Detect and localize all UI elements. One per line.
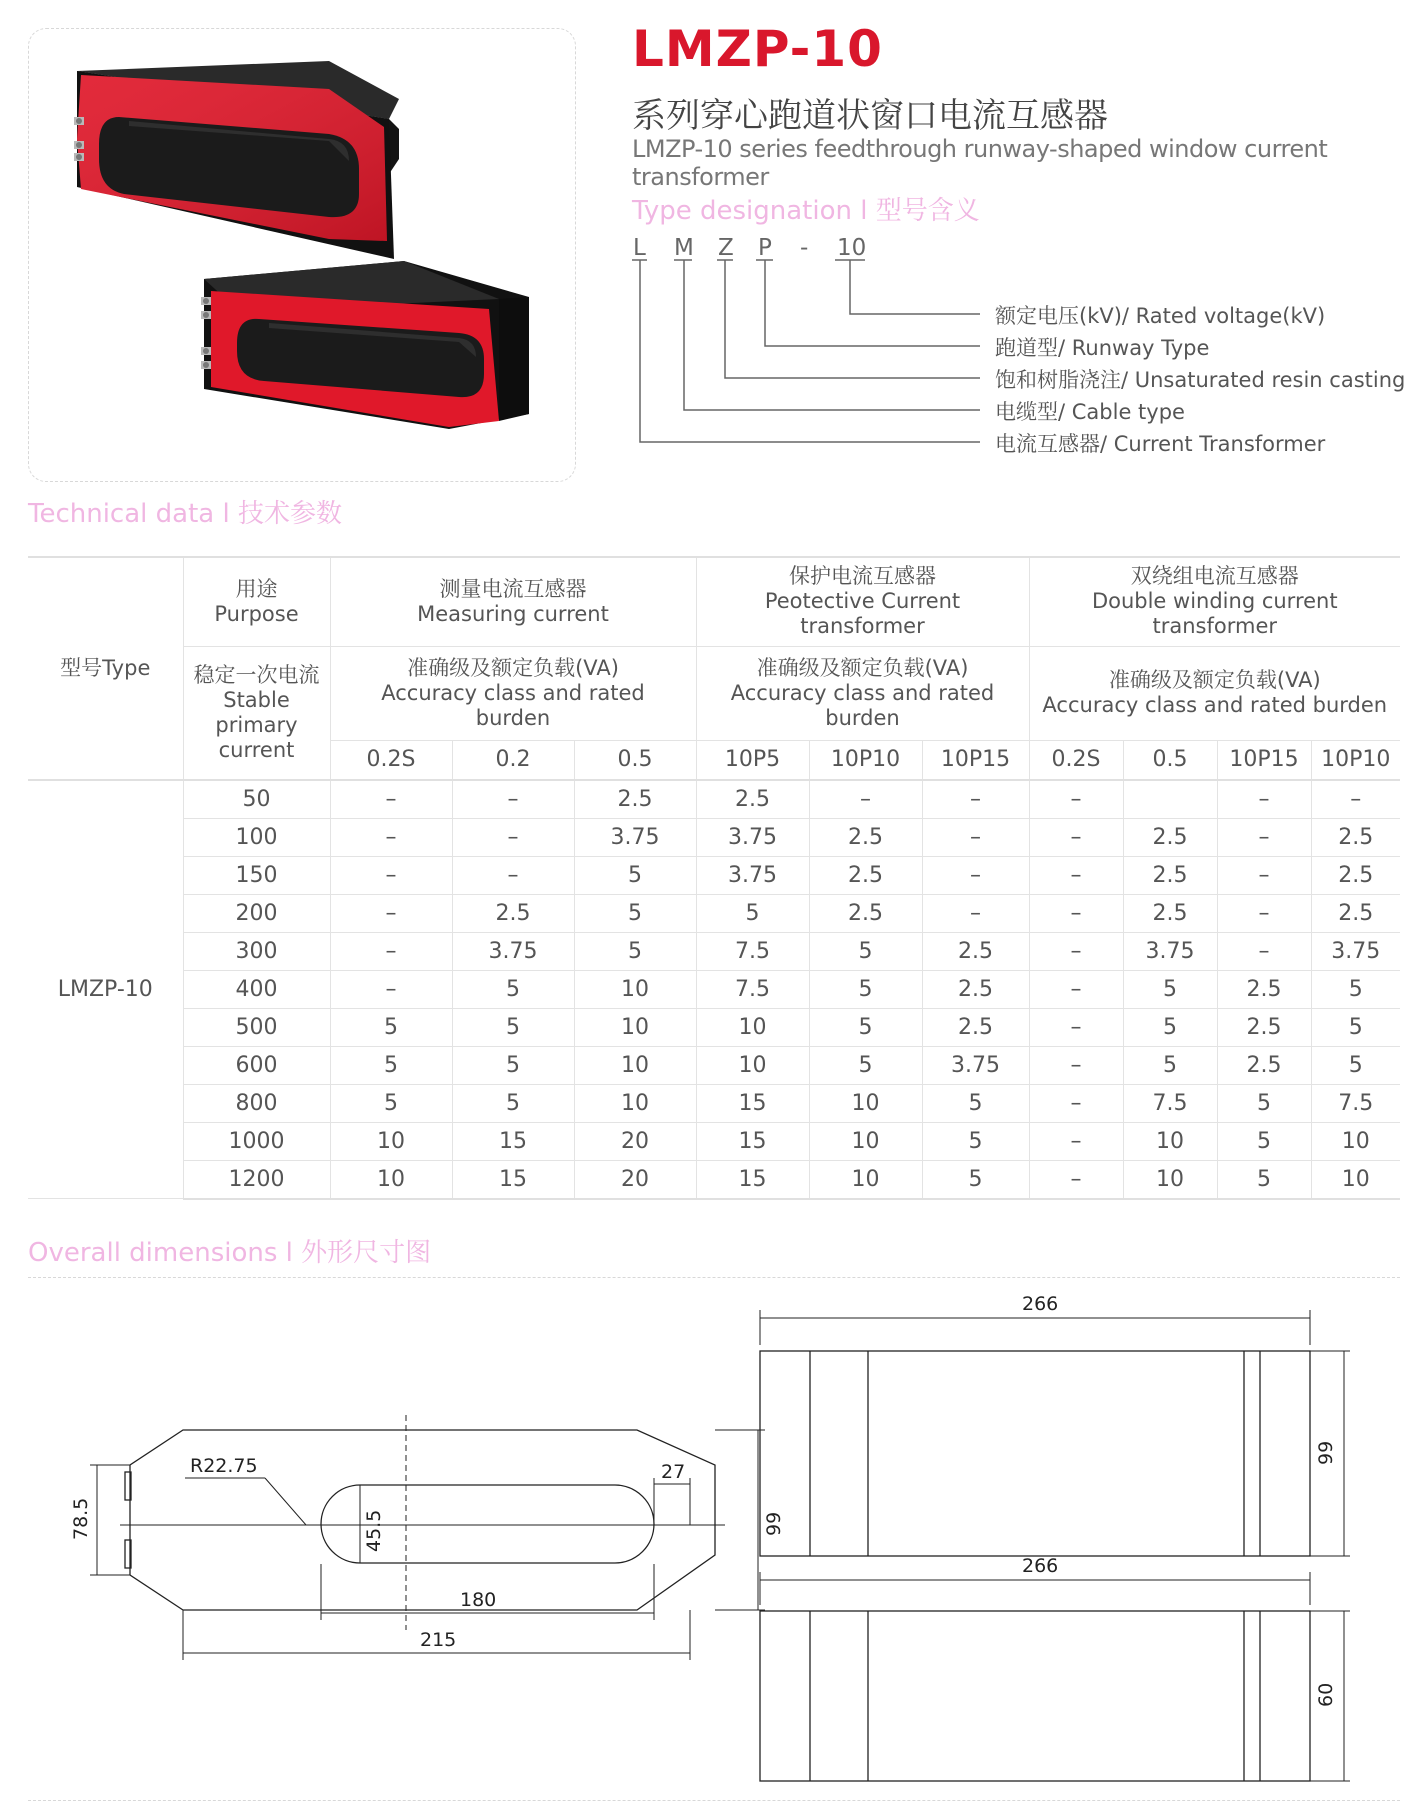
burden-value-cell: 5 bbox=[922, 1122, 1029, 1160]
product-subtitle-cn: 系列穿心跑道状窗口电流互感器 bbox=[632, 96, 1108, 136]
burden-value-cell: – bbox=[452, 818, 574, 856]
burden-value-cell: – bbox=[330, 818, 452, 856]
burden-value-cell: 2.5 bbox=[574, 780, 696, 819]
dim-266-bottom: 266 bbox=[1022, 1555, 1059, 1577]
burden-value-cell: 5 bbox=[1123, 970, 1217, 1008]
burden-value-cell: 2.5 bbox=[452, 894, 574, 932]
burden-value-cell: 2.5 bbox=[696, 780, 809, 819]
group-measuring-en: Measuring current bbox=[417, 601, 609, 626]
table-row bbox=[28, 1122, 1400, 1160]
grade-cell: 0.5 bbox=[574, 740, 696, 780]
accuracy-measuring-cn: 准确级及额定负载(VA) bbox=[407, 655, 619, 680]
burden-value-cell: 5 bbox=[330, 1084, 452, 1122]
table-row bbox=[28, 932, 1400, 970]
burden-value-cell: 5 bbox=[922, 1160, 1029, 1199]
grade-cell: 0.5 bbox=[1123, 740, 1217, 780]
grade-cell: 10P5 bbox=[696, 740, 809, 780]
burden-value-cell: 2.5 bbox=[1311, 818, 1400, 856]
burden-value-cell: 5 bbox=[452, 1084, 574, 1122]
burden-value-cell: 5 bbox=[452, 1008, 574, 1046]
burden-value-cell: 2.5 bbox=[1217, 1046, 1311, 1084]
current-value-cell: 400 bbox=[183, 970, 330, 1008]
table-row bbox=[28, 1008, 1400, 1046]
burden-value-cell: – bbox=[1029, 780, 1123, 819]
table-row bbox=[28, 1160, 1400, 1199]
code-letter-l: L bbox=[633, 235, 646, 261]
designation-runway-type: 跑道型/ Runway Type bbox=[995, 336, 1210, 360]
burden-value-cell: – bbox=[1029, 1046, 1123, 1084]
burden-value-cell: 5 bbox=[1123, 1046, 1217, 1084]
burden-value-cell bbox=[1123, 780, 1217, 819]
grade-cell: 10P15 bbox=[922, 740, 1029, 780]
burden-value-cell: 5 bbox=[1217, 1122, 1311, 1160]
burden-value-cell: 5 bbox=[574, 894, 696, 932]
burden-value-cell: 5 bbox=[809, 932, 922, 970]
burden-value-cell: 10 bbox=[574, 970, 696, 1008]
code-letter-m: M bbox=[674, 235, 694, 261]
burden-value-cell: 5 bbox=[330, 1008, 452, 1046]
grade-cell: 0.2S bbox=[1029, 740, 1123, 780]
current-value-cell: 1000 bbox=[183, 1122, 330, 1160]
group-measuring-cn: 测量电流互感器 bbox=[439, 576, 587, 601]
burden-value-cell: – bbox=[1029, 1122, 1123, 1160]
burden-value-cell: 10 bbox=[1123, 1122, 1217, 1160]
burden-value-cell: 5 bbox=[574, 932, 696, 970]
burden-value-cell: 5 bbox=[1311, 1046, 1400, 1084]
model-cell: LMZP-10 bbox=[28, 780, 183, 1199]
accuracy-protective-en-2: burden bbox=[825, 705, 900, 730]
burden-value-cell: 10 bbox=[574, 1008, 696, 1046]
burden-value-cell: 20 bbox=[574, 1122, 696, 1160]
burden-value-cell: 3.75 bbox=[574, 818, 696, 856]
stable-current-en-3: current bbox=[218, 737, 295, 762]
dim-180: 180 bbox=[460, 1589, 497, 1611]
current-value-cell: 200 bbox=[183, 894, 330, 932]
product-photo-panel bbox=[28, 28, 576, 482]
table-body bbox=[28, 780, 1400, 1199]
stable-current-en-2: primary bbox=[215, 712, 298, 737]
burden-value-cell: 2.5 bbox=[1311, 856, 1400, 894]
technical-data-table bbox=[28, 556, 1400, 1200]
grade-cell: 10P15 bbox=[1217, 740, 1311, 780]
burden-value-cell: 2.5 bbox=[1311, 894, 1400, 932]
burden-value-cell: 10 bbox=[574, 1046, 696, 1084]
type-designation-heading: Type designation l 型号含义 bbox=[632, 196, 980, 226]
burden-value-cell: 10 bbox=[809, 1122, 922, 1160]
burden-value-cell: – bbox=[1217, 932, 1311, 970]
burden-value-cell: 5 bbox=[1123, 1008, 1217, 1046]
burden-value-cell: 2.5 bbox=[1123, 894, 1217, 932]
burden-value-cell: – bbox=[1029, 1084, 1123, 1122]
group-measuring-header bbox=[330, 557, 696, 646]
burden-value-cell: 3.75 bbox=[452, 932, 574, 970]
accuracy-double-winding-en: Accuracy class and rated burden bbox=[1042, 693, 1388, 717]
burden-value-cell: 10 bbox=[809, 1160, 922, 1199]
product-title: LMZP-10 bbox=[632, 20, 883, 78]
table-row bbox=[28, 780, 1400, 819]
burden-value-cell: 7.5 bbox=[696, 970, 809, 1008]
burden-value-cell: 5 bbox=[452, 1046, 574, 1084]
burden-value-cell: 15 bbox=[696, 1160, 809, 1199]
burden-value-cell: 10 bbox=[1311, 1160, 1400, 1199]
burden-value-cell: – bbox=[1217, 780, 1311, 819]
dim-radius: R22.75 bbox=[190, 1455, 258, 1477]
group-protective-header bbox=[696, 557, 1029, 646]
burden-value-cell: – bbox=[1311, 780, 1400, 819]
burden-value-cell: – bbox=[922, 780, 1029, 819]
burden-value-cell: 5 bbox=[574, 856, 696, 894]
burden-value-cell: 7.5 bbox=[1123, 1084, 1217, 1122]
burden-value-cell: 5 bbox=[452, 970, 574, 1008]
grade-cell: 10P10 bbox=[809, 740, 922, 780]
accuracy-protective-en-1: Accuracy class and rated bbox=[730, 680, 995, 705]
burden-value-cell: 5 bbox=[809, 1046, 922, 1084]
burden-value-cell: – bbox=[1217, 894, 1311, 932]
burden-value-cell: 10 bbox=[696, 1008, 809, 1046]
burden-value-cell: – bbox=[1029, 1008, 1123, 1046]
burden-value-cell: 2.5 bbox=[809, 818, 922, 856]
current-value-cell: 800 bbox=[183, 1084, 330, 1122]
burden-value-cell: 10 bbox=[696, 1046, 809, 1084]
burden-value-cell: 15 bbox=[452, 1122, 574, 1160]
burden-value-cell: – bbox=[922, 818, 1029, 856]
accuracy-protective-cn: 准确级及额定负载(VA) bbox=[756, 655, 969, 680]
designation-resin-casting: 饱和树脂浇注/ Unsaturated resin casting bbox=[995, 368, 1406, 392]
burden-value-cell: 2.5 bbox=[922, 1008, 1029, 1046]
purpose-header-cell bbox=[183, 557, 330, 646]
burden-value-cell: 15 bbox=[696, 1084, 809, 1122]
code-letter-10: 10 bbox=[837, 235, 867, 261]
burden-value-cell: – bbox=[1029, 894, 1123, 932]
transformer-lower-image bbox=[201, 261, 529, 429]
side-bottom-outline bbox=[760, 1611, 1310, 1781]
type-designation-connectors bbox=[620, 258, 1000, 458]
burden-value-cell: 7.5 bbox=[696, 932, 809, 970]
burden-value-cell: – bbox=[809, 780, 922, 819]
burden-value-cell: – bbox=[452, 856, 574, 894]
burden-value-cell: 10 bbox=[809, 1084, 922, 1122]
burden-value-cell: 2.5 bbox=[922, 970, 1029, 1008]
table-row bbox=[28, 856, 1400, 894]
burden-value-cell: 10 bbox=[574, 1084, 696, 1122]
burden-value-cell: 2.5 bbox=[1123, 856, 1217, 894]
code-letter-p: P bbox=[758, 235, 772, 261]
dim-215: 215 bbox=[420, 1629, 457, 1651]
burden-value-cell: 2.5 bbox=[1217, 970, 1311, 1008]
burden-value-cell: – bbox=[922, 856, 1029, 894]
technical-data-heading: Technical data l 技术参数 bbox=[28, 499, 342, 529]
dim-60-side: 60 bbox=[1315, 1682, 1337, 1707]
side-view-drawing bbox=[750, 1285, 1370, 1790]
grade-cell: 0.2S bbox=[330, 740, 452, 780]
burden-value-cell: 5 bbox=[1217, 1084, 1311, 1122]
burden-value-cell: 3.75 bbox=[696, 856, 809, 894]
designation-cable-type: 电缆型/ Cable type bbox=[995, 400, 1185, 424]
burden-value-cell: – bbox=[1029, 818, 1123, 856]
designation-rated-voltage: 额定电压(kV)/ Rated voltage(kV) bbox=[995, 304, 1326, 328]
transformer-upper-image bbox=[74, 61, 399, 259]
burden-value-cell: 3.75 bbox=[1311, 932, 1400, 970]
burden-value-cell: 7.5 bbox=[1311, 1084, 1400, 1122]
burden-value-cell: 10 bbox=[330, 1160, 452, 1199]
dim-99-side: 99 bbox=[1315, 1440, 1337, 1465]
stable-current-en-1: Stable bbox=[223, 687, 290, 712]
bottom-divider bbox=[28, 1800, 1400, 1801]
burden-value-cell: 3.75 bbox=[696, 818, 809, 856]
group-double-winding-header bbox=[1029, 557, 1400, 646]
group-protective-cn: 保护电流互感器 bbox=[789, 564, 936, 589]
accuracy-double-winding-header bbox=[1029, 646, 1400, 740]
table-row bbox=[28, 1084, 1400, 1122]
table-row bbox=[28, 818, 1400, 856]
burden-value-cell: 2.5 bbox=[922, 932, 1029, 970]
current-value-cell: 300 bbox=[183, 932, 330, 970]
code-letter-z: Z bbox=[718, 235, 734, 261]
burden-value-cell: 2.5 bbox=[1217, 1008, 1311, 1046]
burden-value-cell: – bbox=[330, 780, 452, 819]
dim-266-top: 266 bbox=[1022, 1293, 1059, 1315]
purpose-label-cn: 用途 bbox=[235, 576, 278, 601]
burden-value-cell: – bbox=[1029, 932, 1123, 970]
designation-current-transformer: 电流互感器/ Current Transformer bbox=[995, 432, 1326, 456]
section-divider bbox=[28, 1277, 1400, 1278]
accuracy-protective-header bbox=[696, 646, 1029, 740]
current-value-cell: 1200 bbox=[183, 1160, 330, 1199]
current-value-cell: 150 bbox=[183, 856, 330, 894]
burden-value-cell: 5 bbox=[696, 894, 809, 932]
group-double-winding-en-1: Double winding current bbox=[1091, 589, 1338, 614]
burden-value-cell: – bbox=[1029, 970, 1123, 1008]
burden-value-cell: 5 bbox=[922, 1084, 1029, 1122]
burden-value-cell: 15 bbox=[696, 1122, 809, 1160]
dim-78-5: 78.5 bbox=[70, 1497, 92, 1540]
burden-value-cell: – bbox=[922, 894, 1029, 932]
group-double-winding-en-2: transformer bbox=[1152, 614, 1278, 639]
type-header-label: 型号Type bbox=[60, 655, 151, 680]
burden-value-cell: 5 bbox=[1311, 1008, 1400, 1046]
burden-value-cell: – bbox=[452, 780, 574, 819]
burden-value-cell: – bbox=[330, 932, 452, 970]
group-protective-en-2: transformer bbox=[800, 614, 925, 639]
burden-value-cell: 5 bbox=[809, 1008, 922, 1046]
purpose-label-en: Purpose bbox=[214, 601, 299, 626]
burden-value-cell: – bbox=[1029, 856, 1123, 894]
current-value-cell: 100 bbox=[183, 818, 330, 856]
burden-value-cell: – bbox=[330, 894, 452, 932]
burden-value-cell: 10 bbox=[330, 1122, 452, 1160]
accuracy-measuring-en-1: Accuracy class and rated bbox=[381, 680, 645, 705]
stable-current-header-cell bbox=[183, 646, 330, 780]
burden-value-cell: 5 bbox=[809, 970, 922, 1008]
burden-value-cell: 5 bbox=[1217, 1160, 1311, 1199]
burden-value-cell: – bbox=[1217, 856, 1311, 894]
grade-cell: 10P10 bbox=[1311, 740, 1400, 780]
accuracy-measuring-en-2: burden bbox=[475, 705, 551, 730]
burden-value-cell: 20 bbox=[574, 1160, 696, 1199]
dim-27: 27 bbox=[661, 1461, 686, 1483]
stable-current-cn: 稳定一次电流 bbox=[193, 662, 320, 687]
table-row bbox=[28, 970, 1400, 1008]
product-subtitle-en: LMZP-10 series feedthrough runway-shaped window current transformer bbox=[632, 135, 1328, 191]
group-protective-en-1: Peotective Current bbox=[764, 589, 961, 614]
burden-value-cell: – bbox=[330, 856, 452, 894]
group-double-winding-cn: 双绕组电流互感器 bbox=[1130, 564, 1299, 589]
grade-cell: 0.2 bbox=[452, 740, 574, 780]
burden-value-cell: 5 bbox=[330, 1046, 452, 1084]
table-row bbox=[28, 1046, 1400, 1084]
burden-value-cell: 3.75 bbox=[922, 1046, 1029, 1084]
current-value-cell: 50 bbox=[183, 780, 330, 819]
accuracy-measuring-header bbox=[330, 646, 696, 740]
burden-value-cell: – bbox=[1029, 1160, 1123, 1199]
dim-45-5: 45.5 bbox=[363, 1509, 385, 1552]
burden-value-cell: – bbox=[1217, 818, 1311, 856]
current-value-cell: 500 bbox=[183, 1008, 330, 1046]
current-value-cell: 600 bbox=[183, 1046, 330, 1084]
code-letter-dash: - bbox=[800, 235, 809, 261]
burden-value-cell: – bbox=[330, 970, 452, 1008]
overall-dimensions-heading: Overall dimensions l 外形尺寸图 bbox=[28, 1238, 432, 1268]
burden-value-cell: 10 bbox=[1123, 1160, 1217, 1199]
side-top-outline bbox=[760, 1351, 1310, 1556]
type-header-cell bbox=[28, 557, 183, 780]
burden-value-cell: 10 bbox=[1311, 1122, 1400, 1160]
burden-value-cell: 15 bbox=[452, 1160, 574, 1199]
table-row bbox=[28, 894, 1400, 932]
front-view-drawing bbox=[60, 1410, 785, 1780]
burden-value-cell: 2.5 bbox=[1123, 818, 1217, 856]
burden-value-cell: 2.5 bbox=[809, 856, 922, 894]
burden-value-cell: 2.5 bbox=[809, 894, 922, 932]
burden-value-cell: 5 bbox=[1311, 970, 1400, 1008]
burden-value-cell: 3.75 bbox=[1123, 932, 1217, 970]
product-photo bbox=[29, 29, 575, 481]
accuracy-double-winding-cn: 准确级及额定负载(VA) bbox=[1108, 668, 1321, 692]
dim-99-front: 99 bbox=[763, 1511, 785, 1536]
